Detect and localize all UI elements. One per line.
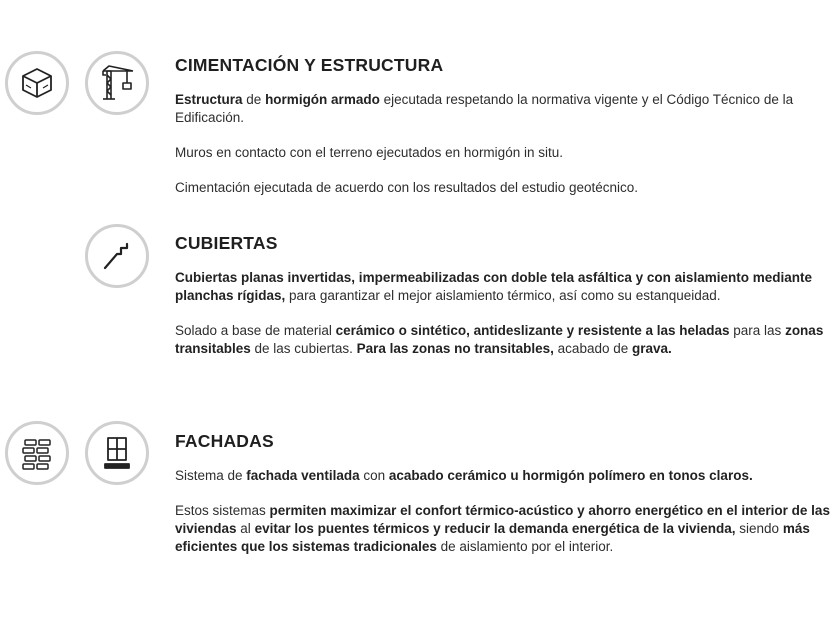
section-cimentacion xyxy=(175,55,840,214)
bold-text: acabado cerámico u hormigón polímero en tonos claros. xyxy=(388,468,753,483)
text: Sistema de xyxy=(175,468,247,483)
text: de aislamiento por el interior. xyxy=(436,539,614,554)
bold-text: Para las zonas no transitables, xyxy=(356,341,554,356)
text: de xyxy=(242,92,266,107)
text: de las cubiertas. xyxy=(250,341,357,356)
paragraph xyxy=(175,502,840,556)
section-cubiertas xyxy=(175,233,840,375)
bold-text: Estructura xyxy=(175,92,243,107)
paragraph xyxy=(175,322,840,358)
paragraph xyxy=(175,269,840,305)
paragraph xyxy=(175,179,840,197)
section-title: CUBIERTAS xyxy=(175,233,278,253)
tower-crane-icon xyxy=(97,63,137,103)
bold-text: zonas transitables xyxy=(175,323,824,356)
icon-circle-crane xyxy=(85,51,149,115)
text: para garantizar el mejor aislamiento térmico, así como su estanqueidad. xyxy=(285,288,721,303)
text: Cimentación ejecutada de acuerdo con los resultados del estudio geotécnico. xyxy=(175,180,639,195)
text: siendo xyxy=(735,521,783,536)
icon-circle-window xyxy=(85,421,149,485)
paragraph xyxy=(175,144,840,162)
icon-circle-brick xyxy=(5,421,69,485)
text: Solado a base de material xyxy=(175,323,336,338)
bold-text: Cubiertas planas invertidas, impermeabilizadas con doble tela asfáltica y con aislamiento mediante planchas rígidas, xyxy=(175,270,812,303)
text: Estos sistemas xyxy=(175,503,270,518)
bold-text: fachada ventilada xyxy=(246,468,360,483)
section-fachadas xyxy=(175,431,840,573)
bold-text: más eficientes que los sistemas tradicionales xyxy=(175,521,810,554)
text: Muros en contacto con el terreno ejecutados en hormigón in situ. xyxy=(175,145,563,160)
bold-text: hormigón armado xyxy=(265,92,380,107)
bold-text: evitar los puentes térmicos y reducir la demanda energética de la vivienda, xyxy=(254,521,736,536)
bold-text: permiten maximizar el confort térmico-acústico y ahorro energético en el interior de las viviendas xyxy=(175,503,830,536)
brick-wall-icon xyxy=(17,433,57,473)
paragraph xyxy=(175,91,840,127)
section-title: FACHADAS xyxy=(175,431,274,451)
stairs-icon xyxy=(97,236,137,276)
bold-text: cerámico o sintético, antideslizante y resistente a las heladas xyxy=(335,323,730,338)
text: ejecutada respetando la normativa vigente y el Código Técnico de la Edificación. xyxy=(175,92,794,125)
text: acabado de xyxy=(553,341,632,356)
paragraph xyxy=(175,467,840,485)
text: para las xyxy=(729,323,786,338)
cube-icon xyxy=(17,63,57,103)
text: con xyxy=(359,468,389,483)
text: al xyxy=(236,521,255,536)
bold-text: grava. xyxy=(632,341,672,356)
section-title: CIMENTACIÓN Y ESTRUCTURA xyxy=(175,55,444,75)
icon-circle-stairs xyxy=(85,224,149,288)
window-icon xyxy=(97,433,137,473)
icon-circle-cube xyxy=(5,51,69,115)
